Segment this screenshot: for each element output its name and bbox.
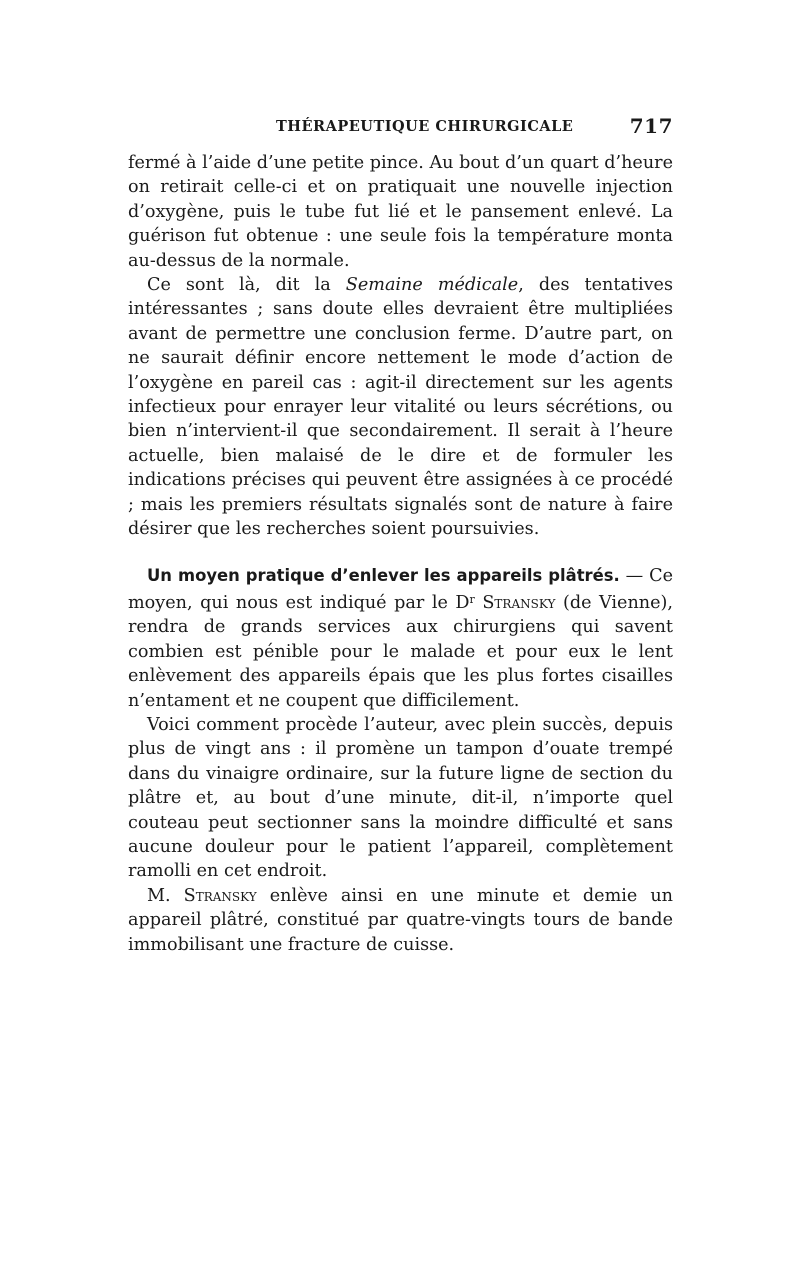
page-number: 717	[629, 114, 673, 138]
body-text	[128, 151, 673, 957]
paragraph-text-end: (de Vienne), rendra de grands services aux chirurgiens qui savent combien est pénible pour le malade et pour eux le lent enlèvement des appareils épais que les plus fortes cisailles n’entament et ne coupent que difficilement.	[128, 592, 673, 711]
author-name: Stransky	[183, 885, 257, 906]
paragraph-text-start: Ce sont là, dit la	[147, 275, 346, 296]
paragraph-procedure	[128, 713, 673, 884]
running-title: THÉRAPEUTIQUE CHIRURGICALE	[276, 118, 574, 135]
paragraph-text-end: enlève ainsi en une minute et demie un appareil plâtré, constitué par quatre-vingts tours de bande immobilisant une fracture de cuisse.	[128, 885, 673, 955]
paragraph-plaster-removal	[128, 564, 673, 713]
paragraph-text-start: M.	[147, 885, 184, 906]
section-gap	[128, 542, 673, 564]
paragraph-text: fermé à l’aide d’une petite pince. Au bout d’un quart d’heure on retirait celle-ci et on pratiquait une nouvelle injection d’oxygène, puis le tube fut lié et le pansement enlevé. La guérison fut obtenue : une seule fois la température monta au-dessus de la normale.	[128, 153, 673, 271]
paragraph-continuation	[128, 151, 673, 273]
journal-title: Semaine médicale	[345, 275, 519, 296]
heading-dash: —	[619, 565, 650, 586]
paragraph-text-start: Ce moyen, qui nous est indiqué par le D	[128, 565, 674, 613]
author-name: Stransky	[482, 592, 556, 613]
paragraph-text: Voici comment procède l’auteur, avec plein succès, depuis plus de vingt ans : il promène un tampon d’ouate trempé dans du vinaigre ordinaire, sur la future ligne de section du plâtre et, au bout d’une minute, dit-il, n’importe quel couteau peut sectionner sans la moindre difficulté et sans aucune douleur pour le patient l’appareil, complètement ramolli en cet endroit.	[128, 714, 673, 882]
paragraph-result	[128, 884, 673, 957]
paragraph-oxygen-discussion	[128, 273, 673, 541]
running-head	[128, 112, 673, 142]
paragraph-text-end: , des tentatives intéressantes ; sans doute elles devraient être multipliées avant de permettre une conclusion ferme. D’autre part, on ne saurait définir encore nettement le mode d’action de l’oxygène en pareil cas : agit-il directement sur les agents infectieux pour enrayer leur vitalité ou leurs sécrétions, ou bien n’intervient-il que secondairement. Il serait à l’heure actuelle, bien malaisé de le dire et de formuler les indications précises qui peuvent être assignées à ce procédé ; mais les premiers résultats signalés sont de nature à faire désirer que les recherches soient poursuivies.	[128, 275, 673, 540]
section-heading: Un moyen pratique d’enlever les appareils plâtrés.	[147, 565, 620, 585]
title-superscript: r	[469, 592, 475, 606]
